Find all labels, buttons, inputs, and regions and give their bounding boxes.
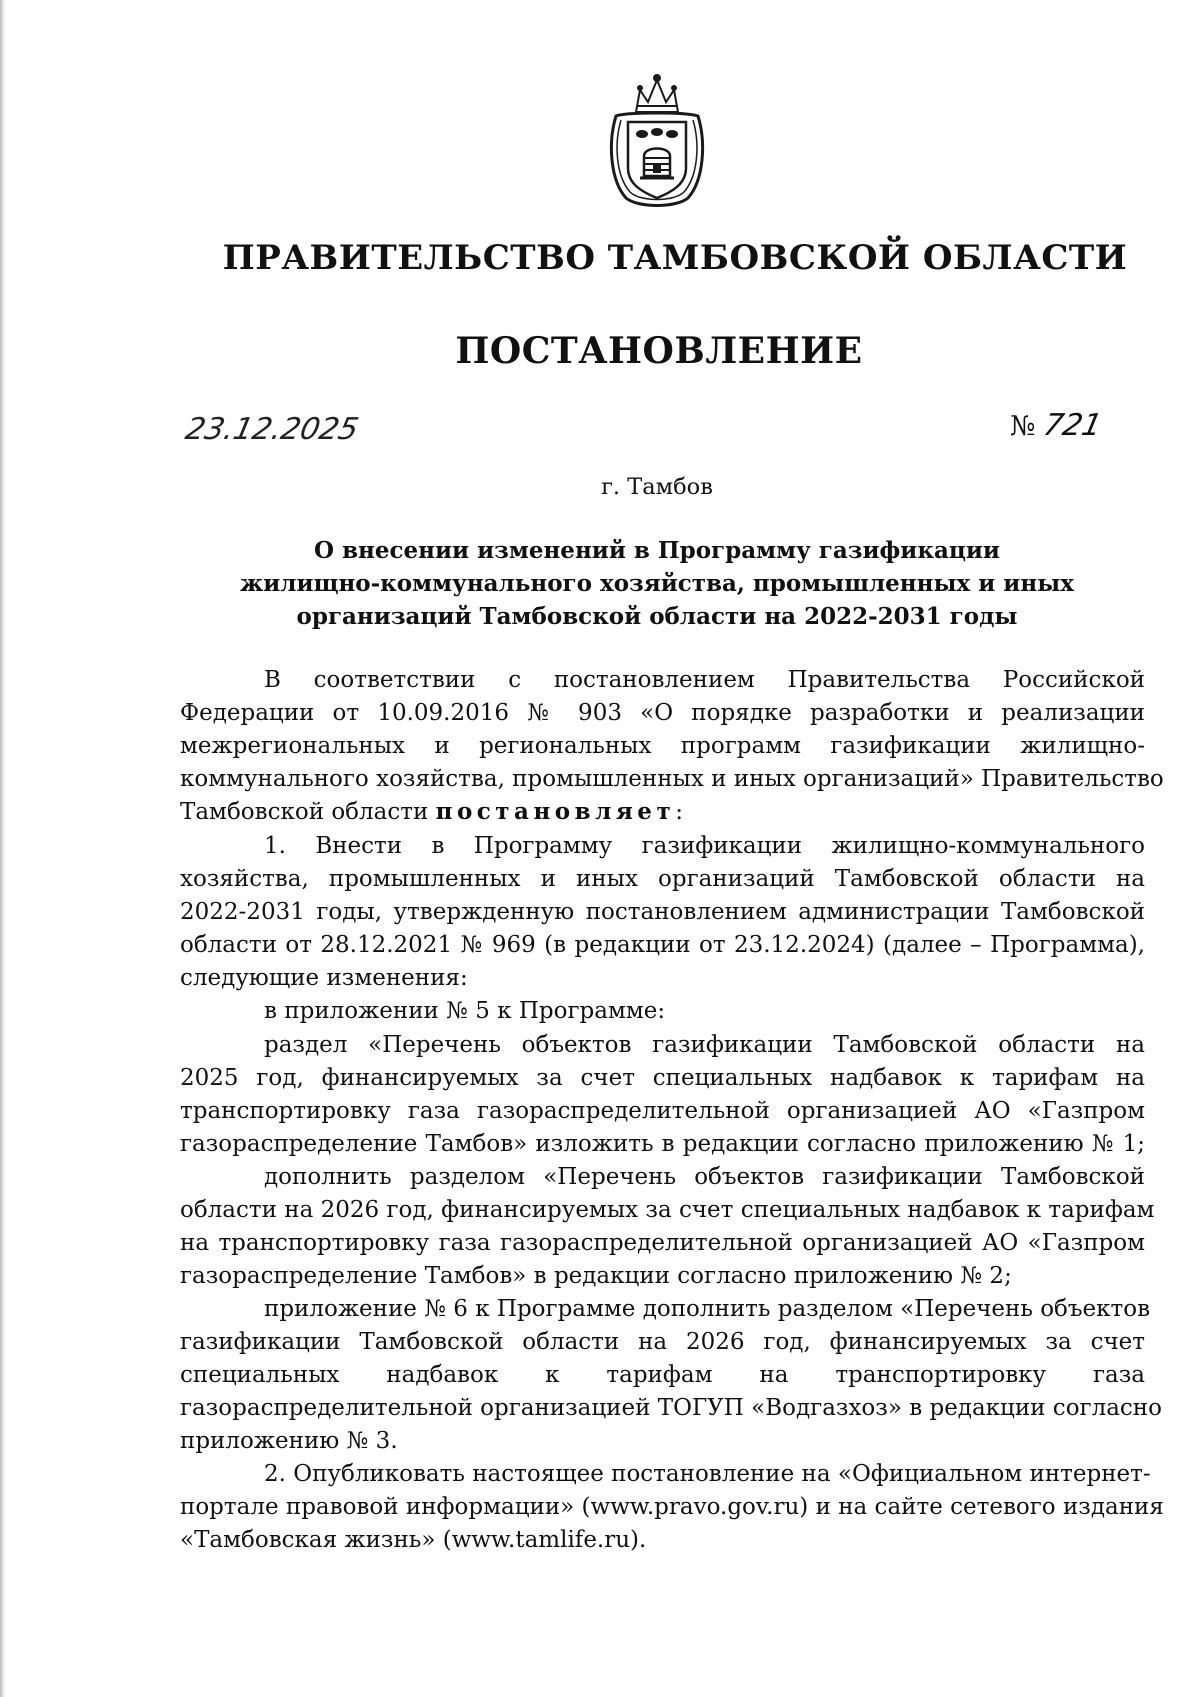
body-line: газификации Тамбовской области на 2026 год, финансируемых за счет bbox=[180, 1329, 1145, 1355]
handwritten-number: 721 bbox=[1039, 408, 1105, 443]
body-line: приложению № 3. bbox=[180, 1428, 398, 1454]
body-line: хозяйства, промышленных и иных организаций Тамбовской области на bbox=[180, 866, 1145, 892]
body-line: следующие изменения: bbox=[180, 965, 468, 991]
body-line: коммунального хозяйства, промышленных и иных организаций» Правительство bbox=[180, 766, 1164, 792]
document-subject bbox=[0, 534, 1200, 633]
subject-line: жилищно-коммунального хозяйства, промышленных и иных bbox=[240, 570, 1074, 597]
body-text: Тамбовской области bbox=[180, 799, 436, 825]
body-line: транспортировку газа газораспределительной организацией АО «Газпром bbox=[180, 1098, 1145, 1124]
document-number bbox=[1010, 408, 1105, 443]
body-line: 2. Опубликовать настоящее постановление на «Официальном интернет- bbox=[264, 1461, 1151, 1487]
body-line: области от 28.12.2021 № 969 (в редакции от 23.12.2024) (далее – Программа), bbox=[180, 932, 1145, 958]
body-text: : bbox=[675, 799, 683, 825]
city: г. Тамбов bbox=[601, 474, 713, 500]
body-line: В соответствии с постановлением Правительства Российской bbox=[264, 667, 1145, 693]
body-line: межрегиональных и региональных программ газификации жилищно- bbox=[180, 733, 1145, 759]
body-line: раздел «Перечень объектов газификации Тамбовской области на bbox=[264, 1032, 1145, 1058]
subject-line: организаций Тамбовской области на 2022-2031 годы bbox=[296, 603, 1018, 630]
body-line: 2025 год, финансируемых за счет специальных надбавок к тарифам на bbox=[180, 1065, 1145, 1091]
org-title: ПРАВИТЕЛЬСТВО ТАМБОВСКОЙ ОБЛАСТИ bbox=[222, 238, 1128, 278]
body-line: Федерации от 10.09.2016 № 903 «О порядке разработки и реализации bbox=[180, 700, 1145, 726]
body-line: дополнить разделом «Перечень объектов газификации Тамбовской bbox=[264, 1164, 1145, 1190]
handwritten-date: 23.12.2025 bbox=[182, 412, 362, 447]
body-line: «Тамбовская жизнь» (www.tamlife.ru). bbox=[180, 1527, 647, 1553]
resolution-verb: постановляет bbox=[435, 798, 676, 825]
subject-line: О внесении изменений в Программу газификации bbox=[314, 537, 1000, 564]
body-line: газораспределительной организацией ТОГУП «Водгазхоз» в редакции согласно bbox=[180, 1395, 1162, 1421]
body-line: в приложении № 5 к Программе: bbox=[264, 998, 666, 1024]
number-label: № bbox=[1010, 411, 1036, 442]
body-line: газораспределение Тамбов» в редакции согласно приложению № 2; bbox=[180, 1263, 1012, 1289]
body-line: специальных надбавок к тарифам на транспортировку газа bbox=[180, 1362, 1145, 1388]
document-type: ПОСТАНОВЛЕНИЕ bbox=[455, 330, 863, 372]
body-line: 2022-2031 годы, утвержденную постановлением администрации Тамбовской bbox=[180, 899, 1145, 925]
body-line: области на 2026 год, финансируемых за счет специальных надбавок к тарифам bbox=[180, 1197, 1155, 1223]
body-line: газораспределение Тамбов» изложить в редакции согласно приложению № 1; bbox=[180, 1131, 1145, 1157]
body-line: портале правовой информации» (www.pravo.gov.ru) и на сайте сетевого издания bbox=[180, 1494, 1164, 1520]
tambov-coat-of-arms-icon bbox=[606, 72, 708, 210]
body-line: 1. Внести в Программу газификации жилищно-коммунального bbox=[264, 833, 1145, 859]
body-line: приложение № 6 к Программе дополнить разделом «Перечень объектов bbox=[264, 1296, 1151, 1322]
body-line: на транспортировку газа газораспределительной организацией АО «Газпром bbox=[180, 1230, 1145, 1256]
body-line bbox=[180, 797, 1145, 827]
